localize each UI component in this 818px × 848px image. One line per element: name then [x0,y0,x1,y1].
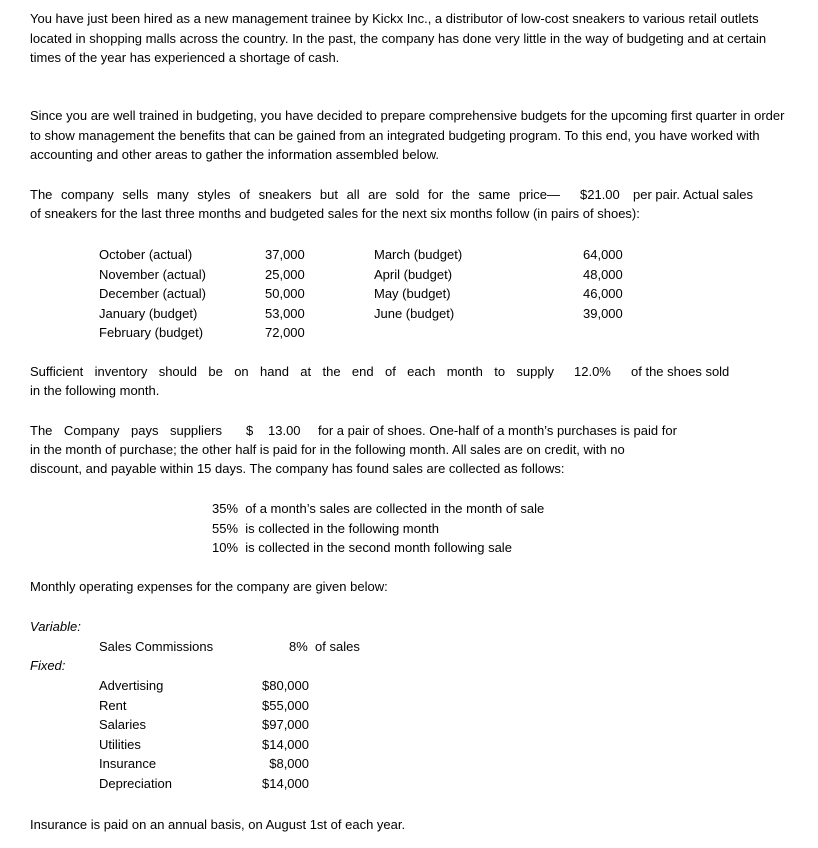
sales-value: 53,000 [265,305,305,321]
fixed-expense-name: Rent [99,697,127,713]
collection-pct: 10% [212,540,239,555]
fixed-expense-amount: $97,000 [262,717,309,732]
inventory-text-before: Sufficient inventory should be on hand at the end of each month to supply [30,364,554,379]
fixed-expense-name: Advertising [99,678,164,693]
variable-label: Variable: [30,619,81,634]
sales-value: 46,000 [583,286,623,301]
commission-suffix: of sales [315,639,360,654]
commission-pct: 8% [289,639,308,654]
purchases-line-2: in the month of purchase; the other half is paid for in the following month. All sales are on credit, with no [30,442,625,457]
collection-row [212,538,792,558]
intro-paragraph-2: Since you are well trained in budgeting, you have decided to prepare comprehensive budgets for the upcoming first quarter in order to show management the benefits that can be gained from an integrated budgeting program. To this end, you have worked with accounting and other areas to gather the information assembled below. [30,108,785,162]
sales-value: 50,000 [265,286,305,301]
collection-pct: 35% [212,501,239,516]
inventory-percent: 12.0% [574,364,611,379]
price-text-before: The company sells many styles of sneakers but all are sold for the same price— [30,187,560,202]
insurance-note: Insurance is paid on an annual basis, on August 1st of each year. [30,817,406,832]
fixed-expense-amount: $14,000 [262,775,309,791]
price-text-after: per pair. Actual sales [633,187,753,202]
sales-month: October (actual) [99,247,193,262]
collection-row [212,519,792,539]
sales-months-left [99,245,259,343]
sales-value: 39,000 [583,305,623,321]
fixed-expense-amount: $8,000 [269,756,309,771]
fixed-expense-amount: $14,000 [262,736,309,752]
sales-month: November (actual) [99,266,206,282]
inventory-text-after: of the shoes sold [631,364,730,379]
expenses-intro: Monthly operating expenses for the company are given below: [30,579,388,594]
price-line-2: of sneakers for the last three months and budgeted sales for the next six months follow (in pairs of shoes): [30,206,640,221]
collection-text: of a month’s sales are collected in the month of sale [245,501,545,516]
fixed-label: Fixed: [30,658,66,673]
price-value: $21.00 [580,187,620,202]
commission-value [289,637,360,657]
sales-month: December (actual) [99,286,206,301]
purchases-line-3: discount, and payable within 15 days. The company has found sales are collected as follows: [30,461,565,476]
collection-row [212,499,792,519]
collection-text: is collected in the following month [245,520,439,536]
fixed-expense-name: Utilities [99,736,141,752]
sales-month: March (budget) [374,247,463,262]
inventory-line-2: in the following month. [30,383,160,398]
sales-value: 64,000 [583,247,623,262]
collection-pct: 55% [212,520,239,536]
fixed-expense-amount: $55,000 [262,697,309,713]
sales-value: 25,000 [265,266,305,282]
sales-month: February (budget) [99,325,204,340]
sales-value: 48,000 [583,266,623,282]
collections-list [212,499,792,558]
fixed-expense-name: Insurance [99,756,157,771]
fixed-expense-names [99,676,249,793]
purchases-dollar-sign: $ [246,423,254,438]
purchases-cost: 13.00 [268,423,301,438]
sales-month: May (budget) [374,286,451,301]
commission-label: Sales Commissions [99,639,214,654]
sales-value: 37,000 [265,247,305,262]
fixed-expense-name: Salaries [99,717,146,732]
sales-month: June (budget) [374,305,455,321]
sales-value: 72,000 [265,325,305,340]
sales-month: April (budget) [374,266,453,282]
sales-months-right [374,245,534,323]
intro-paragraph-1: You have just been hired as a new management trainee by Kickx Inc., a distributor of low-cost sneakers to various retail outlets located in shopping malls across the country. In the past, the company has done very little in the way of budgeting and at certain times of the year has experienced a shortage of cash. [30,11,767,65]
collection-text: is collected in the second month following sale [245,540,512,555]
purchases-text-after: for a pair of shoes. One-half of a month’s purchases is paid for [318,423,677,438]
fixed-expense-amounts [230,676,309,793]
sales-values-left [265,245,345,343]
purchases-text-before: The Company pays suppliers [30,423,222,438]
sales-month: January (budget) [99,305,198,321]
fixed-expense-name: Depreciation [99,775,172,791]
sales-values-right [583,245,663,323]
fixed-expense-amount: $80,000 [262,678,309,693]
